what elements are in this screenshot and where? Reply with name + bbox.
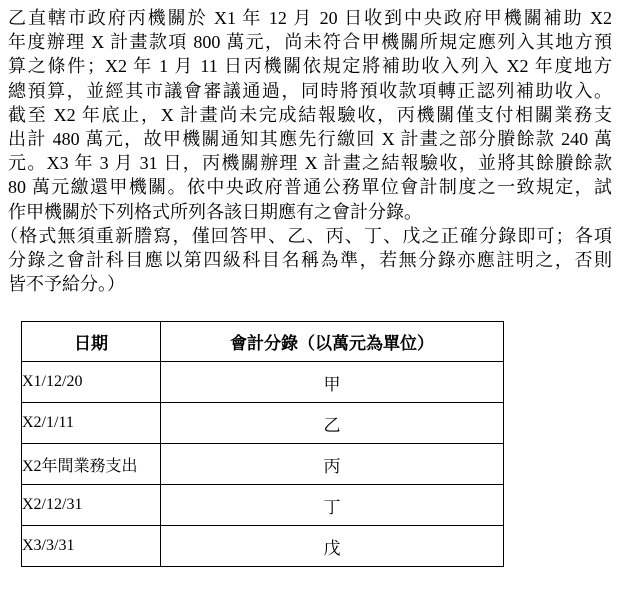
question-note-line: （格式無須重新謄寫，僅回答甲、乙、丙、丁、戊之正確分錄即可；各項 [0,225,612,246]
question-note-line: 皆不予給分。） [8,274,125,295]
question-note-line: 分錄之會計科目應以第四級科目名稱為準，若無分錄亦應註明之，否則 [8,249,612,270]
entry-cell: 甲 [161,362,504,403]
question-text-line: 元。X3 年 3 月 31 日，丙機關辦理 X 計畫之結報驗收，並將其餘賸餘款 [8,153,612,174]
entry-cell: 丙 [161,444,504,485]
question-text-line: 出計 480 萬元，故甲機關通知其應先行繳回 X 計畫之部分賸餘款 240 萬 [8,128,612,149]
question-text-line: 總預算，並經其市議會審議通過，同時將預收款項轉正認列補助收入。 [8,80,612,101]
question-text-line: 年度辦理 X 計畫款項 800 萬元，尚未符合甲機關所規定應列入其地方預 [8,32,612,53]
date-cell: X2/12/31 [22,485,161,526]
table-header-row [22,322,504,362]
question-text-line: 80 萬元繳還甲機關。依中央政府普通公務單位會計制度之一致規定，試 [8,177,612,198]
question-text-line: 乙直轄市政府丙機關於 X1 年 12 月 20 日收到中央政府甲機關補助 X2 [8,8,612,28]
entry-cell: 丁 [161,485,504,526]
question-text [0,6,612,296]
column-header-date: 日期 [22,322,161,362]
table-row [22,444,504,485]
entry-cell: 戊 [161,526,504,567]
question-text-line: 作甲機關於下列格式所列各該日期應有之會計分錄。 [8,201,422,222]
question-text-line: 截至 X2 年底止，X 計畫尚未完成結報驗收，丙機關僅支付相關業務支 [8,104,612,125]
answer-table [21,321,504,567]
column-header-entry: 會計分錄（以萬元為單位） [161,322,504,362]
entry-cell: 乙 [161,403,504,444]
date-cell: X1/12/20 [22,362,161,403]
date-cell: X2年間業務支出 [22,444,161,485]
table-row [22,526,504,567]
date-cell: X3/3/31 [22,526,161,567]
table-row [22,403,504,444]
table-row [22,362,504,403]
question-text-line: 算之條件；X2 年 1 月 11 日丙機關依規定將補助收入列入 X2 年度地方 [8,56,612,77]
table-row [22,485,504,526]
date-cell: X2/1/11 [22,403,161,444]
